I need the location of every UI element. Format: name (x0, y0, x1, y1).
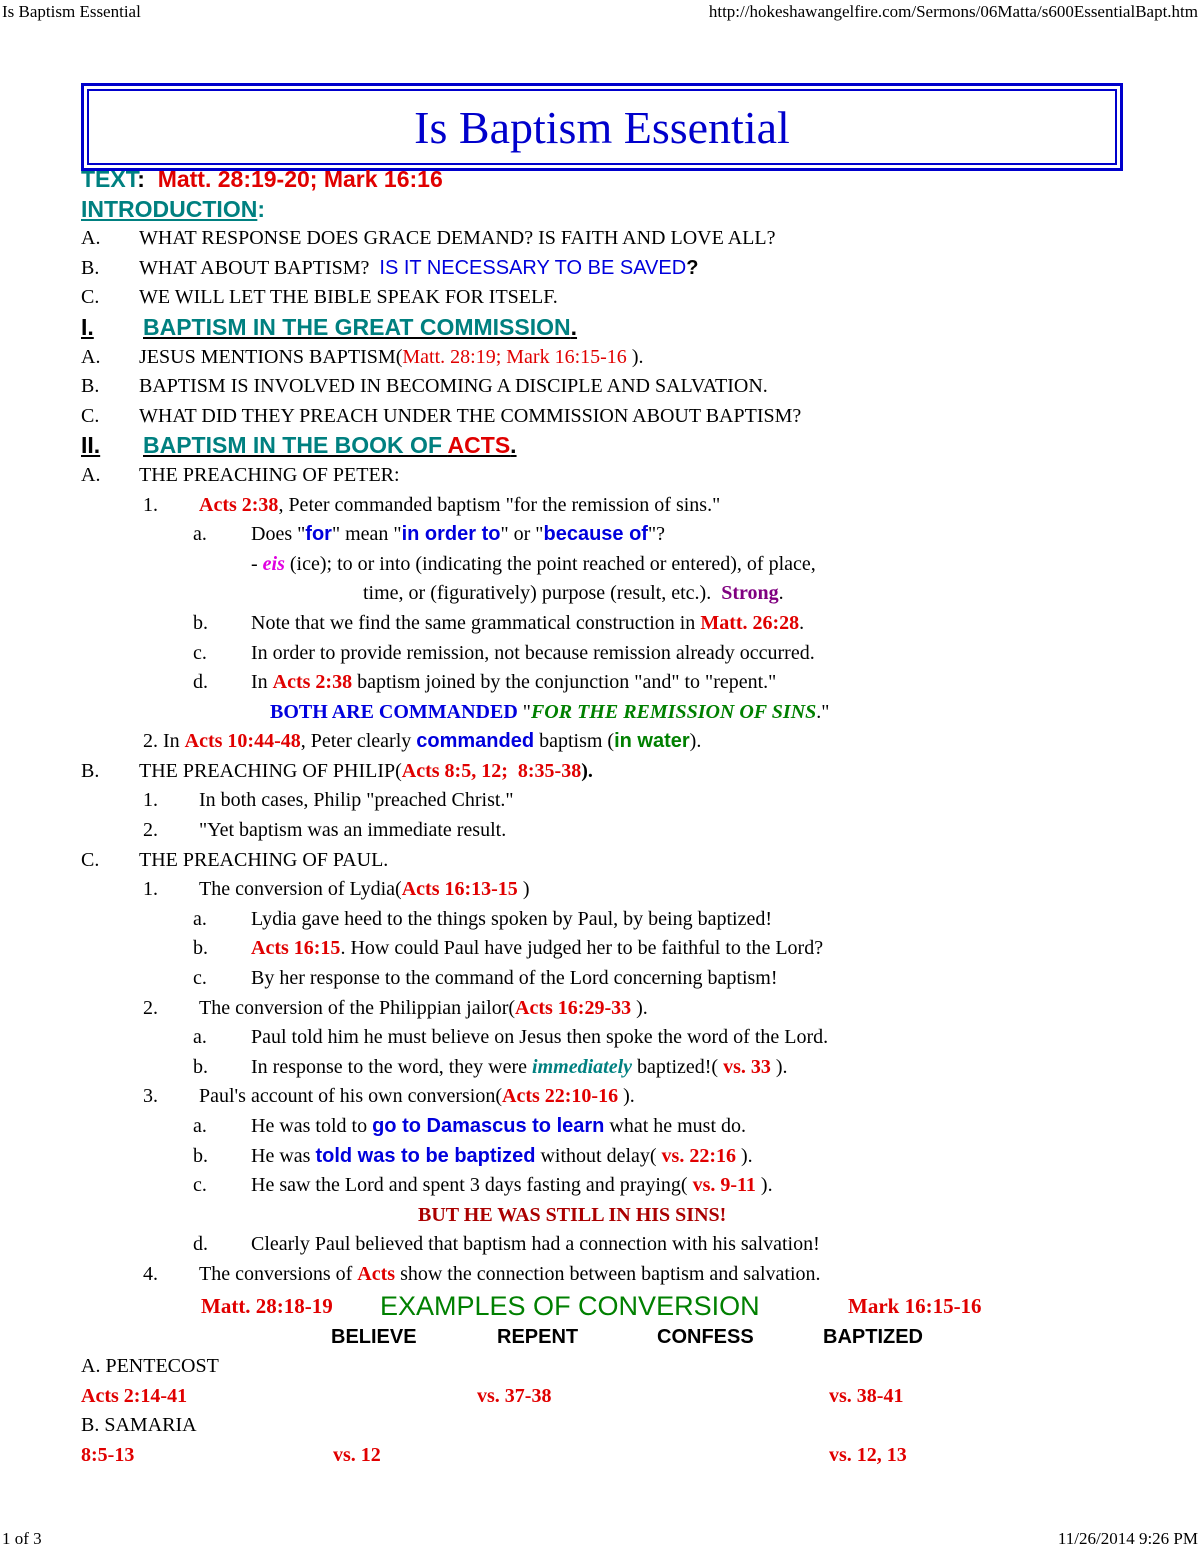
item-text: WHAT RESPONSE DOES GRACE DEMAND? IS FAITH AND LOVE ALL? (139, 227, 776, 250)
example-label (81, 1352, 1200, 1382)
intro-label: INTRODUCTION (81, 195, 258, 222)
title-box (81, 83, 1123, 171)
scripture-ref: Acts 2:38 (199, 493, 279, 516)
item-text: The conversion of the Philippian jailor( (199, 996, 516, 1019)
text-part: The conversions of (199, 1262, 353, 1285)
emphasis-line (81, 698, 1200, 728)
emphasis-line (81, 1201, 1200, 1231)
scripture-ref: vs. 22:16 (661, 1144, 736, 1167)
outline-item (81, 964, 1200, 994)
text-part: ). (636, 996, 648, 1019)
cell-believe: vs. 12 (333, 1443, 381, 1466)
definition-line (81, 579, 1200, 609)
item-text: WHAT DID THEY PREACH UNDER THE COMMISSION ABOUT BAPTISM? (139, 404, 802, 427)
outline-item (81, 609, 1200, 639)
sermon-outline (81, 165, 1200, 1471)
cell-repent: vs. 37-38 (477, 1384, 552, 1407)
page-header-url: http://hokeshawangelfire.com/Sermons/06Matta/s600EssentialBapt.htm (708, 2, 1198, 21)
example-label (81, 1411, 1200, 1441)
s1-item (81, 343, 1200, 373)
item-text: Paul told him he must believe on Jesus then spoke the word of the Lord. (251, 1026, 829, 1049)
item-marker: a. (193, 523, 207, 546)
text-part: In (251, 671, 268, 694)
text-part: . (799, 611, 805, 634)
item-text: WHAT ABOUT BAPTISM? (139, 256, 370, 279)
both-commanded: BOTH ARE COMMANDED (270, 700, 518, 723)
scripture-ref: Acts 22:10-16 (502, 1085, 619, 1108)
item-marker: a. (193, 907, 207, 930)
scripture-ref: Acts 8:5, 12; (401, 759, 508, 782)
cell-baptized: vs. 12, 13 (829, 1443, 907, 1466)
item-marker: 3. (143, 1085, 158, 1108)
outline-item (81, 520, 1200, 550)
item-text: , Peter commanded baptism "for the remission of sins." (278, 493, 721, 516)
page-title: Is Baptism Essential (87, 89, 1117, 165)
for-remission: FOR THE REMISSION OF SINS (530, 700, 817, 723)
text-part: " or " (500, 523, 544, 546)
column-baptized: BAPTIZED (823, 1325, 923, 1348)
item-marker: c. (193, 1174, 207, 1197)
item-marker: b. (193, 937, 208, 960)
item-marker: a. (193, 1026, 207, 1049)
definition-text: time, or (figuratively) purpose (result, etc.). (363, 582, 712, 605)
item-text: without delay( (540, 1144, 657, 1167)
text-part: " (517, 700, 531, 723)
item-text: baptism joined by the conjunction "and" to "repent." (357, 671, 777, 694)
scripture-ref: vs. 9-11 (692, 1174, 756, 1197)
word-in-water: in water (614, 730, 690, 753)
scripture-ref: Matt. 28:19; Mark 16:15-16 (402, 345, 627, 368)
outline-item (81, 905, 1200, 935)
text-part: He was told to (251, 1115, 368, 1137)
text-part: baptized!( (637, 1055, 719, 1078)
intro-colon: : (257, 195, 265, 222)
text-part: ) (522, 878, 530, 901)
item-end: ? (686, 256, 699, 279)
item-marker: b. (193, 1144, 208, 1167)
item-marker: 4. (143, 1262, 158, 1285)
column-confess: CONFESS (657, 1325, 754, 1348)
section-heading-2 (81, 431, 1200, 461)
text-part: ). (760, 1174, 773, 1197)
cell-baptized: vs. 38-41 (829, 1384, 904, 1407)
section-title-acts: ACTS (447, 432, 511, 459)
source-strong: Strong (721, 582, 779, 605)
item-marker: d. (193, 671, 208, 694)
text-part: . (778, 582, 784, 605)
outline-item (81, 1112, 1200, 1142)
scripture-ref: 8:35-38 (517, 759, 582, 782)
item-text: , Peter clearly (300, 730, 412, 753)
item-marker: 2. (143, 996, 158, 1019)
word-commanded: commanded (416, 730, 535, 753)
item-text: WE WILL LET THE BIBLE SPEAK FOR ITSELF. (139, 286, 558, 309)
outline-item (81, 727, 1200, 757)
text-part: ." (816, 700, 830, 723)
outline-item (81, 491, 1200, 521)
column-believe: BELIEVE (331, 1325, 417, 1348)
scripture-ref: vs. 33 (723, 1055, 771, 1078)
section-end: . (510, 432, 517, 459)
outline-item (81, 461, 1200, 491)
item-marker: C. (81, 848, 100, 871)
outline-item (81, 816, 1200, 846)
s1-item (81, 402, 1200, 432)
item-marker: C. (81, 404, 100, 427)
item-text: Lydia gave heed to the things spoken by Paul, by being baptized! (251, 907, 772, 930)
text-part: He was (251, 1144, 311, 1167)
outline-item (81, 757, 1200, 787)
examples-left-ref: Matt. 28:18-19 (201, 1293, 333, 1318)
examples-columns (81, 1323, 1200, 1353)
item-marker: 1. (143, 789, 158, 812)
item-marker: A. (81, 345, 101, 368)
item-text: Note that we find the same grammatical construction in (251, 611, 696, 634)
definition-text: (ice); to or into (indicating the point reached or entered), of place, (284, 552, 816, 575)
section-heading-1 (81, 313, 1200, 343)
outline-item (81, 1230, 1200, 1260)
item-text: In order to provide remission, not because remission already occurred. (251, 641, 815, 664)
example-ref: Acts 2:14-41 (81, 1384, 188, 1407)
example-row (81, 1382, 1200, 1412)
item-highlight: IS IT NECESSARY TO BE SAVED (379, 256, 687, 279)
item-text: The conversion of Lydia( (199, 878, 402, 901)
item-text: . How could Paul have judged her to be faithful to the Lord? (340, 937, 824, 960)
item-marker: B. (81, 256, 100, 279)
text-line (81, 165, 1200, 195)
item-marker: a. (193, 1115, 207, 1137)
text-part: ). (689, 730, 702, 753)
outline-item (81, 1082, 1200, 1112)
section-title: BAPTISM IN THE GREAT COMMISSION (143, 313, 571, 340)
text-part: baptism ( (539, 730, 615, 753)
text-colon: : (137, 166, 145, 192)
item-text: BAPTISM IS INVOLVED IN BECOMING A DISCIPLE AND SALVATION. (139, 375, 768, 398)
word-immediately: immediately (532, 1055, 633, 1078)
outline-item (81, 1171, 1200, 1201)
item-marker: c. (193, 641, 207, 664)
example-samaria: B. SAMARIA (81, 1414, 197, 1437)
outline-item (81, 668, 1200, 698)
item-marker: b. (193, 611, 208, 634)
intro-heading (81, 195, 1200, 225)
item-text: "Yet baptism was an immediate result. (199, 819, 507, 842)
item-marker: C. (81, 286, 100, 309)
text-label: TEXT (81, 166, 138, 192)
item-marker: A. (81, 227, 101, 250)
examples-right-ref: Mark 16:15-16 (848, 1293, 982, 1318)
item-text: JESUS MENTIONS BAPTISM( (139, 345, 403, 368)
outline-item (81, 786, 1200, 816)
page-footer-date: 11/26/2014 9:26 PM (1057, 1529, 1198, 1548)
s1-item (81, 372, 1200, 402)
item-marker: A. (81, 463, 101, 486)
item-marker: c. (193, 967, 207, 990)
item-marker: 2. (143, 819, 158, 842)
item-marker: b. (193, 1055, 208, 1078)
outline-item (81, 1142, 1200, 1172)
item-text: He saw the Lord and spent 3 days fasting and praying( (251, 1174, 688, 1197)
word-for: for (305, 523, 332, 546)
text-part: Does " (251, 523, 306, 546)
examples-heading-row (81, 1290, 1200, 1323)
item-text: Clearly Paul believed that baptism had a connection with his salvation! (251, 1233, 820, 1256)
text-refs: Matt. 28:19-20; Mark 16:16 (157, 166, 443, 192)
text-part: " mean " (331, 523, 402, 546)
section-number: II. (81, 432, 101, 459)
scripture-ref: Acts 16:15 (251, 937, 341, 960)
text-part: ). (775, 1055, 788, 1078)
scripture-ref: Acts 2:38 (272, 671, 353, 694)
item-marker: d. (193, 1233, 208, 1256)
outline-item (81, 934, 1200, 964)
scripture-ref: Acts 16:13-15 (401, 878, 518, 901)
text-part: ). (623, 1085, 635, 1108)
outline-item (81, 639, 1200, 669)
item-end: ). (631, 345, 644, 368)
column-repent: REPENT (497, 1325, 579, 1348)
phrase-go-to-damascus: go to Damascus to learn (372, 1115, 605, 1137)
greek-word: eis (262, 552, 285, 575)
outline-item (81, 846, 1200, 876)
example-pentecost: A. PENTECOST (81, 1355, 219, 1378)
page-footer-count: 1 of 3 (2, 1529, 42, 1548)
example-ref: 8:5-13 (81, 1443, 135, 1466)
item-text: In response to the word, they were (251, 1055, 528, 1078)
outline-item (81, 875, 1200, 905)
item-marker: B. (81, 759, 100, 782)
item-text: show the connection between baptism and salvation. (400, 1262, 821, 1285)
item-text: THE PREACHING OF PETER: (139, 463, 400, 486)
intro-item (81, 283, 1200, 313)
scripture-ref: Acts 10:44-48 (184, 730, 301, 753)
item-text: Paul's account of his own conversion( (199, 1085, 502, 1108)
item-text: In both cases, Philip "preached Christ." (199, 789, 514, 812)
scripture-ref: Matt. 26:28 (700, 611, 800, 634)
section-number: I. (81, 313, 94, 340)
outline-item (81, 994, 1200, 1024)
intro-item (81, 224, 1200, 254)
definition-line (81, 550, 1200, 580)
text-part: ). (581, 759, 593, 782)
word-because-of: because of (543, 523, 648, 546)
scripture-ref: Acts (357, 1262, 396, 1285)
scripture-ref: Acts 16:29-33 (515, 996, 632, 1019)
item-text: THE PREACHING OF PHILIP( (139, 759, 402, 782)
section-end: . (570, 313, 578, 340)
intro-item (81, 254, 1200, 284)
item-text: By her response to the command of the Lord concerning baptism! (251, 967, 778, 990)
text-part: "? (647, 523, 666, 546)
item-marker: 1. (143, 878, 158, 901)
page-header-title: Is Baptism Essential (2, 2, 141, 21)
item-text: what he must do. (609, 1115, 747, 1137)
outline-item (81, 1053, 1200, 1083)
outline-item (81, 1023, 1200, 1053)
word-in-order-to: in order to (401, 523, 501, 546)
phrase-told-to-be-baptized: told was to be baptized (315, 1144, 536, 1167)
examples-heading: EXAMPLES OF CONVERSION (380, 1290, 760, 1321)
outline-item (81, 1260, 1200, 1290)
text-part: 2. In (143, 730, 180, 753)
section-title: BAPTISM IN THE BOOK OF (143, 432, 442, 459)
item-marker: B. (81, 375, 100, 398)
text-part: ). (741, 1144, 753, 1167)
text-part: - (251, 552, 263, 575)
item-marker: 1. (143, 493, 158, 516)
item-text: THE PREACHING OF PAUL. (139, 848, 389, 871)
example-row (81, 1441, 1200, 1471)
still-in-sins: BUT HE WAS STILL IN HIS SINS! (418, 1203, 727, 1226)
